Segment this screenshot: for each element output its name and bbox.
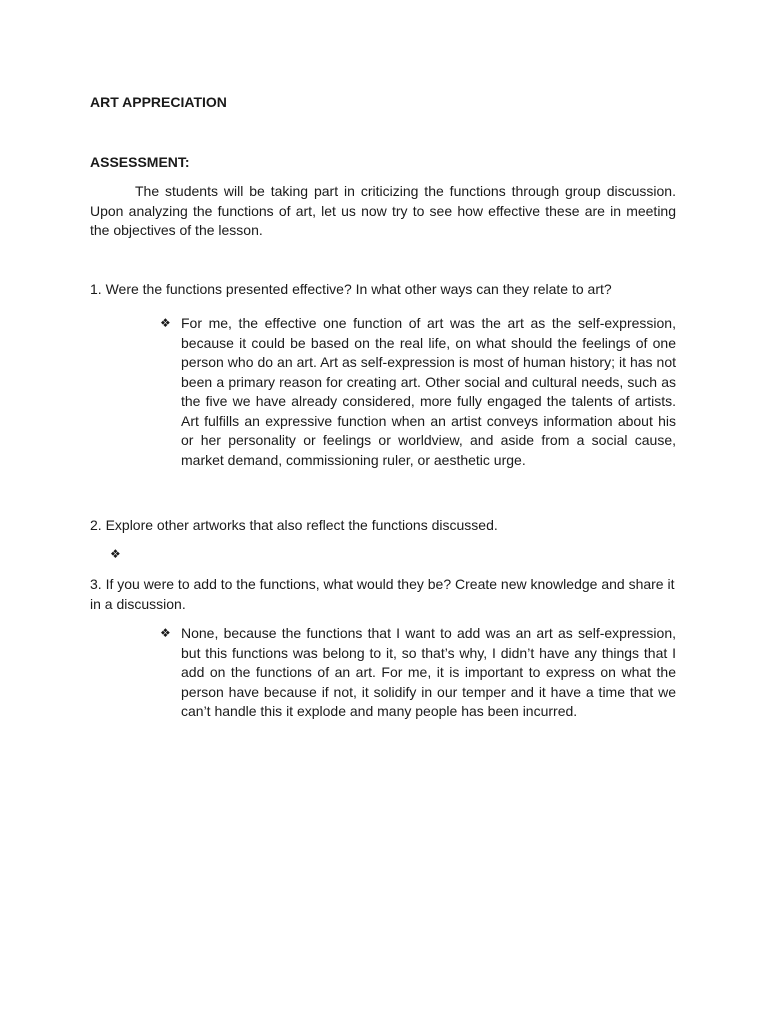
answer-1-text: For me, the effective one function of art was the art as the self-expression, because it could be based on the real life, on what should the feelings of one person who do an art. Art as self-expression is most of human history; it has not been a primary reason for creating art. Other social and cultural needs, such as the five we have already considered, more fully engaged the talents of artists. Art fulfills an expressive function when an artist conveys information about his or her personality or feelings or worldview, and aside from a social cause, market demand, commissioning ruler, or aesthetic urge. <box>181 315 676 468</box>
diamond-bullet-icon: ❖ <box>110 547 121 561</box>
diamond-bullet-icon: ❖ <box>160 316 171 330</box>
answer-2 <box>110 545 676 565</box>
question-3: 3. If you were to add to the functions, what would they be? Create new knowledge and share it in a discussion. <box>90 576 675 612</box>
section-heading: ASSESSMENT: <box>90 154 190 170</box>
question-2: 2. Explore other artworks that also reflect the functions discussed. <box>90 517 498 533</box>
answer-3-text: None, because the functions that I want to add was an art as self-expression, but this functions was belong to it, so that’s why, I didn’t have any things that I add on the functions of an art. For me, it is important to express on what the person have because if not, it solidify in our temper and it have a time that we can’t handle this it explode and many people has been incurred. <box>181 625 676 719</box>
answer-1 <box>160 314 676 470</box>
answer-3 <box>160 624 676 722</box>
diamond-bullet-icon: ❖ <box>160 626 171 640</box>
intro-paragraph: The students will be taking part in criticizing the functions through group discussion. Upon analyzing the functions of art, let us now try to see how effective these are in meeting the objectives of the lesson. <box>90 183 676 238</box>
question-1: 1. Were the functions presented effective? In what other ways can they relate to art? <box>90 281 612 297</box>
document-title: ART APPRECIATION <box>90 94 227 110</box>
